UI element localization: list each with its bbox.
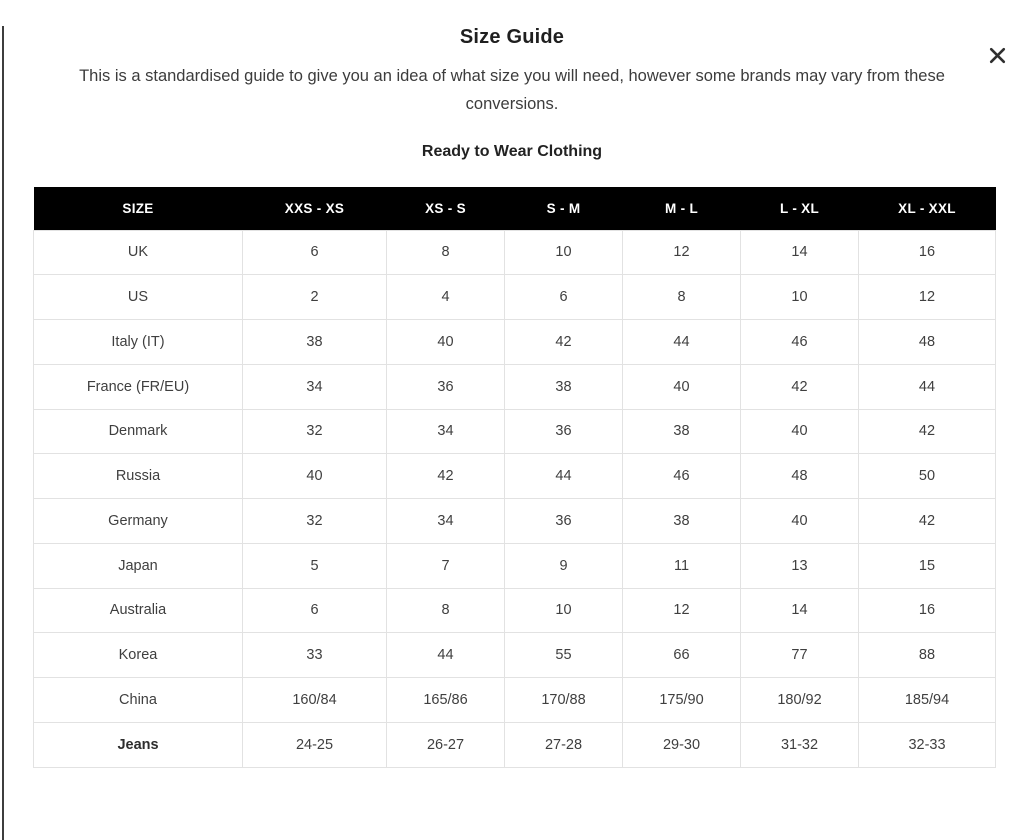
table-body <box>34 230 996 767</box>
size-cell: 55 <box>505 633 623 678</box>
size-cell: 46 <box>623 454 741 499</box>
modal-description: This is a standardised guide to give you an idea of what size you will need, however some brands may vary from these conversions. <box>79 67 945 113</box>
table-row <box>34 454 996 499</box>
table-header-cell: XXS - XS <box>243 187 387 230</box>
size-cell: 33 <box>243 633 387 678</box>
table-row <box>34 275 996 320</box>
section-title: Ready to Wear Clothing <box>421 143 603 160</box>
size-cell: 5 <box>243 543 387 588</box>
size-cell: 8 <box>387 588 505 633</box>
size-cell: 48 <box>859 320 996 365</box>
size-cell: 26-27 <box>387 722 505 767</box>
row-label: Australia <box>34 588 243 633</box>
size-cell: 29-30 <box>623 722 741 767</box>
row-label: UK <box>34 230 243 275</box>
size-cell: 42 <box>505 320 623 365</box>
table-header-cell: SIZE <box>34 187 243 230</box>
size-cell: 14 <box>741 588 859 633</box>
size-cell: 34 <box>387 499 505 544</box>
size-cell: 48 <box>741 454 859 499</box>
table-row <box>34 409 996 454</box>
size-cell: 42 <box>387 454 505 499</box>
row-label: Russia <box>34 454 243 499</box>
size-cell: 12 <box>623 230 741 275</box>
size-cell: 44 <box>623 320 741 365</box>
size-cell: 11 <box>623 543 741 588</box>
table-header-cell: XL - XXL <box>859 187 996 230</box>
size-cell: 44 <box>505 454 623 499</box>
row-label: Germany <box>34 499 243 544</box>
close-icon <box>989 47 1006 64</box>
row-label: Japan <box>34 543 243 588</box>
size-cell: 40 <box>387 320 505 365</box>
table-header-cell: S - M <box>505 187 623 230</box>
table-row <box>34 678 996 723</box>
size-cell: 50 <box>859 454 996 499</box>
size-cell: 42 <box>741 364 859 409</box>
table-header-cell: M - L <box>623 187 741 230</box>
size-cell: 175/90 <box>623 678 741 723</box>
size-cell: 40 <box>741 499 859 544</box>
size-cell: 36 <box>387 364 505 409</box>
size-cell: 6 <box>243 588 387 633</box>
size-cell: 42 <box>859 409 996 454</box>
row-label: China <box>34 678 243 723</box>
size-cell: 27-28 <box>505 722 623 767</box>
size-cell: 165/86 <box>387 678 505 723</box>
size-cell: 14 <box>741 230 859 275</box>
size-cell: 180/92 <box>741 678 859 723</box>
size-cell: 10 <box>505 230 623 275</box>
table-row <box>34 543 996 588</box>
size-cell: 38 <box>243 320 387 365</box>
size-cell: 16 <box>859 230 996 275</box>
table-row <box>34 230 996 275</box>
size-cell: 31-32 <box>741 722 859 767</box>
size-cell: 8 <box>623 275 741 320</box>
table-row <box>34 722 996 767</box>
table-row <box>34 588 996 633</box>
size-cell: 6 <box>505 275 623 320</box>
size-cell: 40 <box>623 364 741 409</box>
size-cell: 7 <box>387 543 505 588</box>
size-cell: 34 <box>387 409 505 454</box>
size-cell: 38 <box>623 409 741 454</box>
size-cell: 6 <box>243 230 387 275</box>
size-cell: 32-33 <box>859 722 996 767</box>
size-cell: 36 <box>505 499 623 544</box>
size-cell: 46 <box>741 320 859 365</box>
size-cell: 38 <box>623 499 741 544</box>
close-button[interactable] <box>983 41 1011 69</box>
table-row <box>34 499 996 544</box>
row-label: Italy (IT) <box>34 320 243 365</box>
table-header-cell: XS - S <box>387 187 505 230</box>
size-cell: 4 <box>387 275 505 320</box>
size-cell: 88 <box>859 633 996 678</box>
row-label: Jeans <box>34 722 243 767</box>
table-row <box>34 320 996 365</box>
size-guide-table <box>33 187 996 768</box>
size-cell: 44 <box>859 364 996 409</box>
size-cell: 40 <box>243 454 387 499</box>
modal-title: Size Guide <box>459 26 565 48</box>
size-cell: 185/94 <box>859 678 996 723</box>
size-cell: 38 <box>505 364 623 409</box>
table-row <box>34 364 996 409</box>
size-cell: 13 <box>741 543 859 588</box>
size-cell: 77 <box>741 633 859 678</box>
size-cell: 44 <box>387 633 505 678</box>
size-cell: 15 <box>859 543 996 588</box>
size-cell: 36 <box>505 409 623 454</box>
row-label: Denmark <box>34 409 243 454</box>
size-cell: 16 <box>859 588 996 633</box>
size-cell: 66 <box>623 633 741 678</box>
size-cell: 160/84 <box>243 678 387 723</box>
size-cell: 32 <box>243 499 387 544</box>
size-cell: 10 <box>741 275 859 320</box>
table-row <box>34 633 996 678</box>
size-cell: 12 <box>623 588 741 633</box>
size-cell: 34 <box>243 364 387 409</box>
size-cell: 24-25 <box>243 722 387 767</box>
size-cell: 2 <box>243 275 387 320</box>
row-label: France (FR/EU) <box>34 364 243 409</box>
table-header-row <box>34 187 996 230</box>
table-header-cell: L - XL <box>741 187 859 230</box>
size-cell: 40 <box>741 409 859 454</box>
size-cell: 10 <box>505 588 623 633</box>
row-label: US <box>34 275 243 320</box>
size-guide-modal <box>0 26 1024 840</box>
row-label: Korea <box>34 633 243 678</box>
size-cell: 170/88 <box>505 678 623 723</box>
size-cell: 32 <box>243 409 387 454</box>
modal-left-edge <box>2 26 4 840</box>
size-cell: 12 <box>859 275 996 320</box>
size-cell: 8 <box>387 230 505 275</box>
size-cell: 9 <box>505 543 623 588</box>
size-cell: 42 <box>859 499 996 544</box>
